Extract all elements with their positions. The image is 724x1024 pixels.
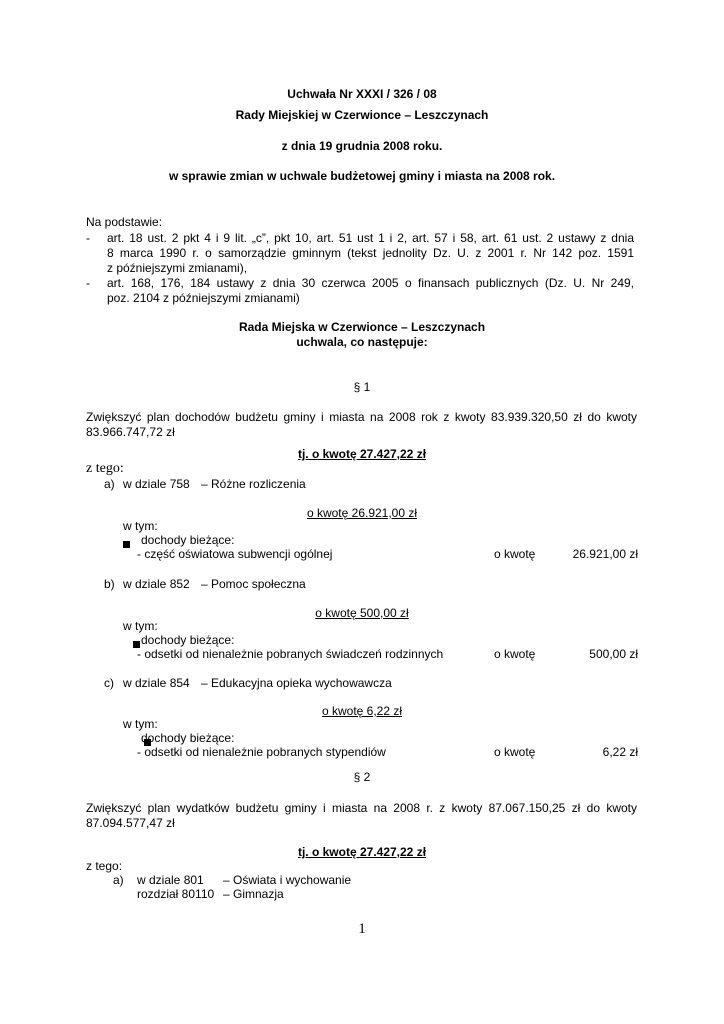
section-2-item-a-rozdzial-name: – Gimnazja (223, 887, 284, 901)
section-2-item-a-dzial-name: – Oświata i wychowanie (223, 873, 352, 887)
item-c-detail: - odsetki od nienależnie pobranych stypendiów (137, 745, 386, 759)
item-b-name: – Pomoc społeczna (201, 577, 306, 591)
resolution-title: Uchwała Nr XXXI / 326 / 08 (287, 87, 437, 101)
section-2-item-a-dzial: w dziale 801 (137, 873, 204, 887)
basis-dash-1: - (86, 231, 90, 245)
item-b-okwote: o kwotę (494, 647, 536, 661)
section-2-item-a-letter: a) (113, 873, 124, 887)
item-c-value: 6,22 zł (602, 745, 638, 759)
item-b-wtym: w tym: (123, 619, 158, 633)
item-c-name: – Edukacyjna opieka wychowawcza (201, 676, 392, 690)
item-c-type: dochody bieżące: (141, 731, 235, 745)
item-a-okwote: o kwotę (494, 547, 536, 561)
page-number: 1 (358, 921, 366, 937)
section-1-mark: § 1 (353, 380, 371, 394)
basis-dash-2: - (86, 276, 90, 290)
item-a-dzial: w dziale 758 (123, 477, 190, 491)
section-2-total: tj. o kwotę 27.427,22 zł (297, 845, 427, 859)
basis-item-1-line-1: art. 18 ust. 2 pkt 4 i 9 lit. „c”, pkt 10, art. 51 ust 1 i 2, art. 57 i 58, art. 61 ust. 2 ustawy z dnia (107, 231, 634, 245)
section-1-ztego: z tego: (86, 461, 124, 476)
resolution-date: z dnia 19 grudnia 2008 roku. (281, 139, 443, 153)
section-1-text-line-1: Zwiększyć plan dochodów budżetu gminy i miasta na 2008 rok z kwoty 83.939.320,50 zł do kwoty (86, 410, 637, 424)
section-2-text-line-2: 87.094.577,47 zł (86, 816, 175, 830)
basis-item-2-line-1: art. 168, 176, 184 ustawy z dnia 30 czerwca 2005 o finansach publicznych (Dz. U. Nr 249, (107, 276, 634, 290)
item-a-amount: o kwotę 26.921,00 zł (306, 506, 418, 520)
section-2-item-a-rozdzial: rozdział 80110 (137, 887, 215, 901)
council-name: Rady Miejskiej w Czerwionce – Leszczynach (235, 108, 489, 122)
resolution-decides: uchwala, co następuje: (296, 335, 428, 349)
item-b-letter: b) (104, 577, 115, 591)
item-c-amount: o kwotę 6,22 zł (321, 704, 403, 718)
section-2-mark: § 2 (353, 770, 371, 784)
item-b-value: 500,00 zł (589, 647, 638, 661)
section-2-ztego: z tego: (86, 859, 123, 873)
item-b-detail: - odsetki od nienależnie pobranych świadczeń rodzinnych (137, 647, 444, 661)
item-a-letter: a) (104, 477, 115, 491)
section-1-total: tj. o kwotę 27.427,22 zł (297, 447, 427, 461)
item-a-bullet-icon (123, 541, 130, 548)
item-a-value: 26.921,00 zł (572, 547, 638, 561)
item-a-wtym: w tym: (123, 519, 158, 533)
basis-item-2-line-2: poz. 2104 z późniejszymi zmianami) (107, 291, 300, 305)
item-a-type: dochody bieżące: (141, 533, 235, 547)
item-c-letter: c) (104, 676, 114, 690)
basis-intro: Na podstawie: (86, 215, 163, 229)
item-b-type: dochody bieżące: (141, 633, 235, 647)
item-c-wtym: w tym: (123, 717, 158, 731)
section-1-text-line-2: 83.966.747,72 zł (86, 425, 175, 439)
item-b-dzial: w dziale 852 (123, 577, 190, 591)
item-a-detail: - część oświatowa subwencji ogólnej (137, 547, 333, 561)
section-2-text-line-1: Zwiększyć plan wydatków budżetu gminy i miasta na 2008 r. z kwoty 87.067.150,25 zł do kwoty (86, 801, 637, 815)
resolution-council: Rada Miejska w Czerwionce – Leszczynach (238, 320, 486, 334)
basis-item-1-line-3: z późniejszymi zmianami), (107, 261, 248, 275)
resolution-subject: w sprawie zmian w uchwale budżetowej gminy i miasta na 2008 rok. (168, 169, 556, 183)
item-c-dzial: w dziale 854 (123, 676, 190, 690)
item-b-amount: o kwotę 500,00 zł (315, 606, 409, 620)
basis-item-1-line-2: 8 marca 1990 r. o samorządzie gminnym (tekst jednolity Dz. U. z 2001 r. Nr 142 poz. 1591 (107, 246, 634, 260)
item-a-name: – Różne rozliczenia (201, 477, 306, 491)
item-c-okwote: o kwotę (494, 745, 536, 759)
